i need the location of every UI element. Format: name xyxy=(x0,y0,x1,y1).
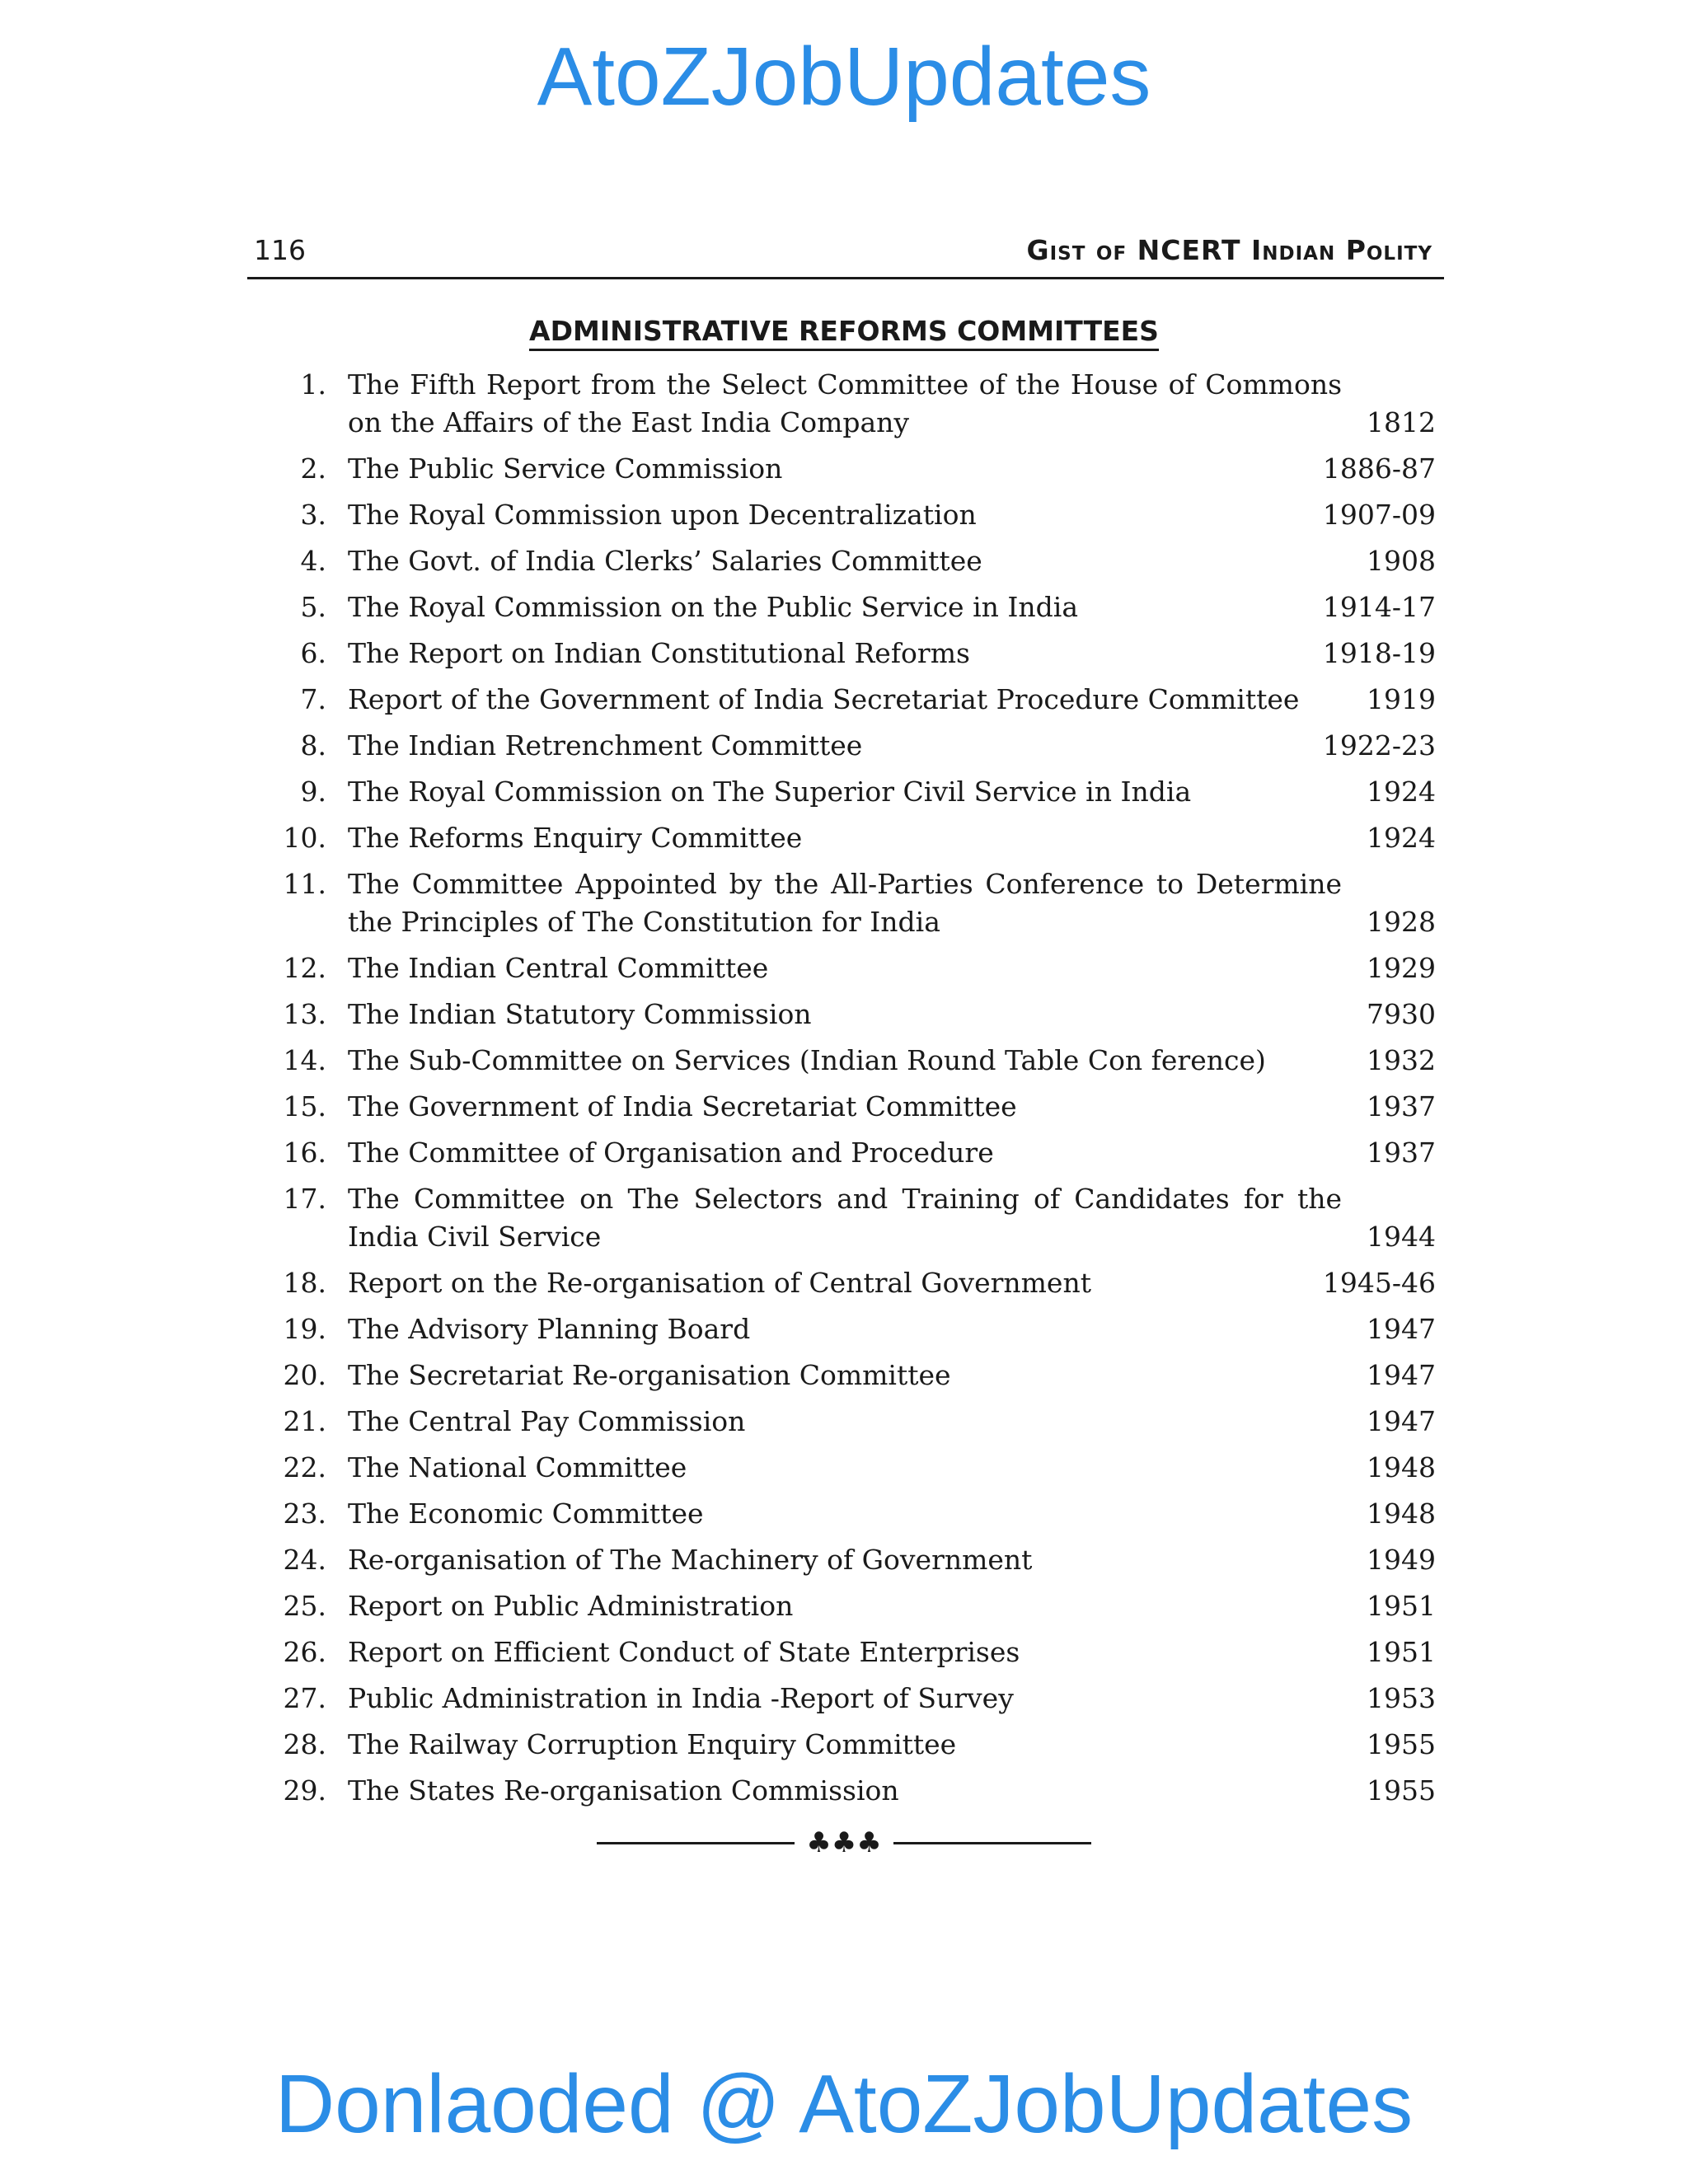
list-item-body xyxy=(348,949,1442,987)
list-item-year: 1812 xyxy=(1367,406,1436,438)
ornament-line-left xyxy=(597,1842,795,1844)
list-item-name: The Indian Central Committee xyxy=(348,952,769,984)
list-item-body xyxy=(348,1633,1442,1671)
list-item xyxy=(272,1357,1442,1394)
list-item xyxy=(272,1403,1442,1441)
list-item-name: The Railway Corruption Enquiry Committee xyxy=(348,1728,957,1760)
watermark-top: AtoZJobUpdates xyxy=(537,30,1151,123)
book-title: Gist of NCERT Indian Polity xyxy=(1026,234,1432,266)
list-item-body xyxy=(348,1449,1442,1487)
list-item-number: 4. xyxy=(300,545,326,577)
list-item-name: The Report on Indian Constitutional Reforms xyxy=(348,637,970,669)
list-item-body xyxy=(348,1772,1442,1810)
list-item-year: 1951 xyxy=(1367,1590,1436,1622)
list-item xyxy=(272,1088,1442,1126)
list-item-body xyxy=(348,1134,1442,1172)
list-item xyxy=(272,1449,1442,1487)
list-item-number: 27. xyxy=(283,1682,326,1714)
list-item-year: 1937 xyxy=(1367,1090,1436,1122)
list-item-year: 1924 xyxy=(1367,822,1436,854)
list-item-name: Public Administration in India -Report of Survey xyxy=(348,1682,1014,1714)
list-item-year: 1914-17 xyxy=(1322,591,1436,623)
list-item-year: 1937 xyxy=(1367,1137,1436,1169)
list-item-year: 1949 xyxy=(1367,1544,1436,1576)
list-item-name: Report on Public Administration xyxy=(348,1590,794,1622)
list-item-body xyxy=(348,1180,1442,1256)
list-item xyxy=(272,1134,1442,1172)
list-item-body xyxy=(348,727,1442,765)
list-item-year: 1955 xyxy=(1367,1774,1436,1807)
list-item-number: 16. xyxy=(283,1137,326,1169)
list-item-body xyxy=(348,1403,1442,1441)
list-item xyxy=(272,949,1442,987)
list-item-number: 18. xyxy=(283,1267,326,1299)
list-item-name: Report of the Government of India Secretariat Procedure Committee xyxy=(348,683,1300,715)
list-item xyxy=(272,819,1442,857)
list-item-body xyxy=(348,1587,1442,1625)
list-item xyxy=(272,996,1442,1033)
page-number: 116 xyxy=(254,234,306,266)
list-item-name: The Fifth Report from the Select Committee of the House of Commons on the Affairs of the East India Company xyxy=(348,368,1343,438)
list-item xyxy=(272,1042,1442,1080)
list-item-number: 20. xyxy=(283,1359,326,1391)
list-item-name: The Economic Committee xyxy=(348,1497,704,1530)
list-item-name: The Royal Commission on the Public Service in India xyxy=(348,591,1079,623)
list-item-name: The Advisory Planning Board xyxy=(348,1313,751,1345)
list-item-name: The National Committee xyxy=(348,1451,687,1483)
list-item xyxy=(272,1587,1442,1625)
list-item-name: The Central Pay Commission xyxy=(348,1405,746,1437)
list-item-name: Report on the Re-organisation of Central Government xyxy=(348,1267,1091,1299)
list-item-number: 3. xyxy=(300,499,326,531)
list-item-year: 1908 xyxy=(1367,545,1436,577)
running-head xyxy=(247,227,1444,279)
list-item-year: 1919 xyxy=(1367,683,1436,715)
list-item xyxy=(272,1495,1442,1533)
list-item xyxy=(272,1633,1442,1671)
list-item-number: 19. xyxy=(283,1313,326,1345)
list-item-body xyxy=(348,542,1442,580)
list-item-year: 1953 xyxy=(1367,1682,1436,1714)
list-item-body xyxy=(348,1541,1442,1579)
list-item-body xyxy=(348,366,1442,442)
list-item-number: 8. xyxy=(300,729,326,762)
list-item-body xyxy=(348,1088,1442,1126)
list-item-year: 1945-46 xyxy=(1322,1267,1436,1299)
list-item-name: The Royal Commission on The Superior Civil Service in India xyxy=(348,776,1192,808)
section-heading xyxy=(0,313,1688,349)
list-item xyxy=(272,681,1442,719)
list-item-year: 7930 xyxy=(1367,998,1436,1030)
list-item xyxy=(272,727,1442,765)
list-item-number: 24. xyxy=(283,1544,326,1576)
committee-list xyxy=(272,366,1442,1818)
list-item-name: The Indian Statutory Commission xyxy=(348,998,812,1030)
list-item-body xyxy=(348,635,1442,673)
list-item-name: The Committee of Organisation and Procedure xyxy=(348,1137,994,1169)
list-item-name: The Committee Appointed by the All-Parties Conference to Determine the Principles of The Constitution for India xyxy=(348,868,1343,938)
list-item xyxy=(272,773,1442,811)
list-item xyxy=(272,542,1442,580)
list-item-number: 6. xyxy=(300,637,326,669)
list-item-year: 1947 xyxy=(1367,1405,1436,1437)
list-item-year: 1886-87 xyxy=(1322,452,1436,485)
list-item-year: 1918-19 xyxy=(1322,637,1436,669)
list-item xyxy=(272,1726,1442,1764)
list-item-number: 21. xyxy=(283,1405,326,1437)
clubs-ornament-icon: ♣♣♣ xyxy=(806,1826,882,1859)
list-item-body xyxy=(348,1310,1442,1348)
list-item xyxy=(272,1541,1442,1579)
list-item-number: 9. xyxy=(300,776,326,808)
list-item xyxy=(272,635,1442,673)
list-item-name: The Public Service Commission xyxy=(348,452,783,485)
list-item-body xyxy=(348,1680,1442,1718)
list-item-year: 1922-23 xyxy=(1322,729,1436,762)
list-item xyxy=(272,1772,1442,1810)
list-item-year: 1928 xyxy=(1367,906,1436,938)
list-item-name: Report on Efficient Conduct of State Enterprises xyxy=(348,1636,1020,1668)
list-item xyxy=(272,1680,1442,1718)
list-item-number: 26. xyxy=(283,1636,326,1668)
list-item-body xyxy=(348,773,1442,811)
list-item-number: 13. xyxy=(283,998,326,1030)
list-item-body xyxy=(348,450,1442,488)
list-item-number: 1. xyxy=(300,368,326,401)
list-item-number: 14. xyxy=(283,1044,326,1076)
list-item-number: 25. xyxy=(283,1590,326,1622)
list-item-name: The States Re-organisation Commission xyxy=(348,1774,899,1807)
list-item xyxy=(272,496,1442,534)
list-item xyxy=(272,1180,1442,1256)
list-item-number: 7. xyxy=(300,683,326,715)
list-item xyxy=(272,1310,1442,1348)
list-item-year: 1932 xyxy=(1367,1044,1436,1076)
list-item-name: The Govt. of India Clerks’ Salaries Committee xyxy=(348,545,982,577)
list-item-number: 5. xyxy=(300,591,326,623)
list-item-year: 1951 xyxy=(1367,1636,1436,1668)
list-item-number: 2. xyxy=(300,452,326,485)
list-item-body xyxy=(348,681,1442,719)
list-item xyxy=(272,1264,1442,1302)
list-item-name: Re-organisation of The Machinery of Government xyxy=(348,1544,1033,1576)
list-item-name: The Government of India Secretariat Committee xyxy=(348,1090,1017,1122)
list-item-year: 1947 xyxy=(1367,1359,1436,1391)
list-item-year: 1944 xyxy=(1367,1221,1436,1253)
section-heading-text: ADMINISTRATIVE REFORMS COMMITTEES xyxy=(529,315,1159,351)
list-item xyxy=(272,588,1442,626)
list-item-number: 23. xyxy=(283,1497,326,1530)
list-item-name: The Reforms Enquiry Committee xyxy=(348,822,803,854)
list-item-year: 1907-09 xyxy=(1322,499,1436,531)
list-item-year: 1948 xyxy=(1367,1497,1436,1530)
list-item-body xyxy=(348,496,1442,534)
list-item-number: 29. xyxy=(283,1774,326,1807)
list-item xyxy=(272,366,1442,442)
end-ornament xyxy=(0,1826,1688,1859)
list-item-number: 10. xyxy=(283,822,326,854)
list-item-body xyxy=(348,588,1442,626)
list-item-name: The Royal Commission upon Decentralization xyxy=(348,499,977,531)
list-item-year: 1947 xyxy=(1367,1313,1436,1345)
list-item-body xyxy=(348,1495,1442,1533)
list-item-name: The Secretariat Re-organisation Committee xyxy=(348,1359,951,1391)
list-item-name: The Sub-Committee on Services (Indian Round Table Con ference) xyxy=(348,1044,1266,1076)
list-item-year: 1929 xyxy=(1367,952,1436,984)
list-item-number: 15. xyxy=(283,1090,326,1122)
list-item-number: 17. xyxy=(283,1183,326,1215)
list-item xyxy=(272,865,1442,941)
list-item-year: 1948 xyxy=(1367,1451,1436,1483)
list-item-year: 1955 xyxy=(1367,1728,1436,1760)
watermark-bottom: Donlaoded @ AtoZJobUpdates xyxy=(274,2058,1414,2150)
list-item-body xyxy=(348,1042,1442,1080)
list-item-body xyxy=(348,865,1442,941)
list-item-number: 12. xyxy=(283,952,326,984)
list-item-number: 11. xyxy=(283,868,326,900)
list-item-body xyxy=(348,819,1442,857)
list-item-body xyxy=(348,1357,1442,1394)
list-item-name: The Committee on The Selectors and Training of Candidates for the India Civil Service xyxy=(348,1183,1343,1253)
list-item-number: 22. xyxy=(283,1451,326,1483)
list-item-body xyxy=(348,1264,1442,1302)
list-item-number: 28. xyxy=(283,1728,326,1760)
list-item-body xyxy=(348,996,1442,1033)
list-item-name: The Indian Retrenchment Committee xyxy=(348,729,863,762)
list-item xyxy=(272,450,1442,488)
ornament-line-right xyxy=(893,1842,1091,1844)
list-item-body xyxy=(348,1726,1442,1764)
list-item-year: 1924 xyxy=(1367,776,1436,808)
